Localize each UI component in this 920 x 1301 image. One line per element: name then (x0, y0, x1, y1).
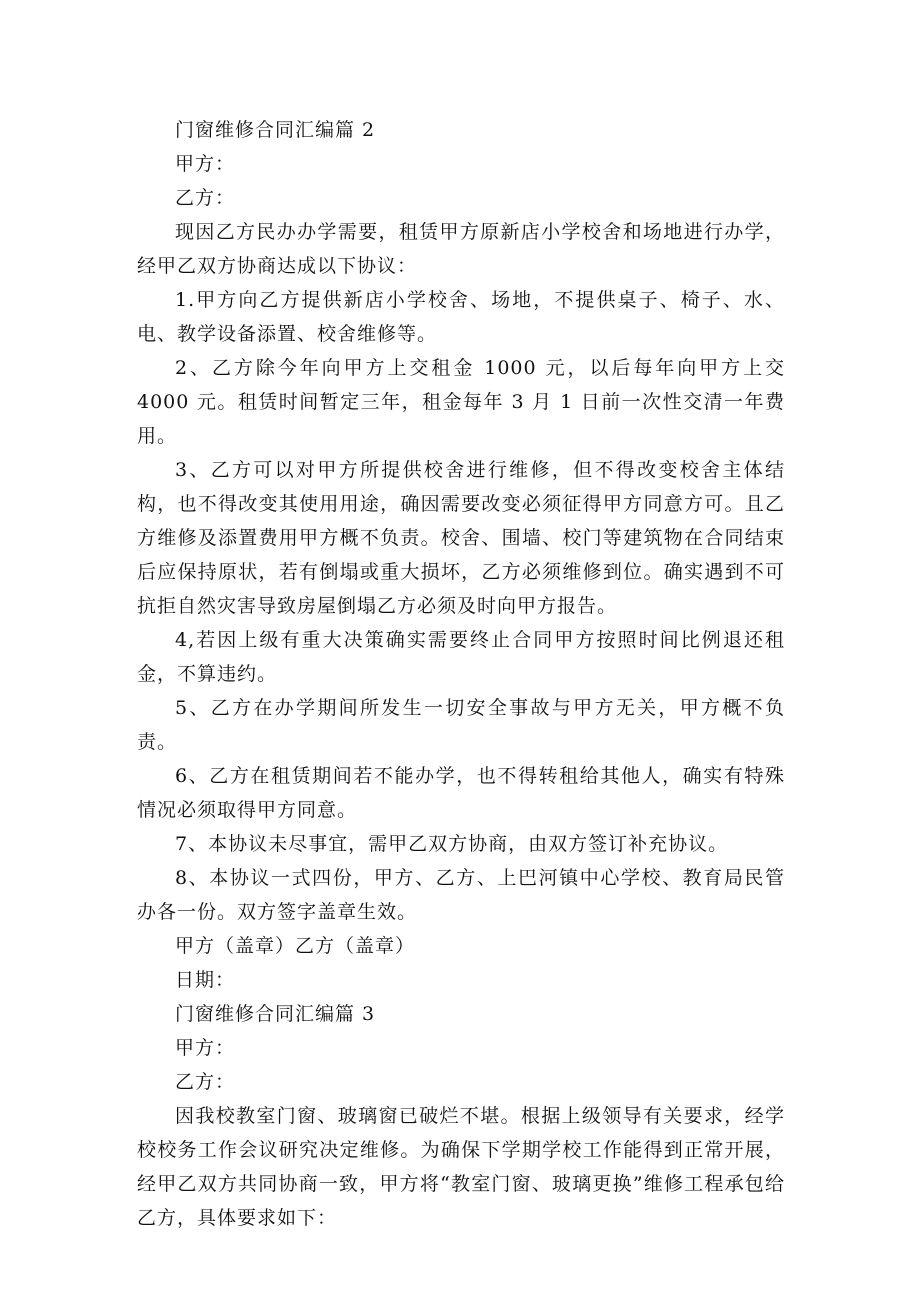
party-a-line: 甲方： (175, 153, 236, 175)
clause-7: 7、本协议未尽事宜，需甲乙双方协商，由双方签订补充协议。 (175, 833, 729, 855)
section-heading: 门窗维修合同汇编篇 2 (175, 119, 376, 141)
clause-4: 4,若因上级有重大决策确实需要终止合同甲方按照时间比例退还租金，不算违约。 (137, 629, 785, 685)
clause-3: 3、乙方可以对甲方所提供校舍进行维修，但不得改变校舍主体结构，也不得改变其使用用途，确因需要改变必须征得甲方同意方可。且乙方维修及添置费用甲方概不负责。校舍、围墙、校门等建筑物在合同结束后应保持原状，若有倒塌或重大损坏，乙方必须维修到位。确实遇到不可抗拒自然灾害导致房屋倒塌乙方必须及时向甲方报告。 (137, 459, 785, 617)
clause-8: 8、本协议一式四份，甲方、乙方、上巴河镇中心学校、教育局民管办各一份。双方签字盖章生效。 (137, 867, 785, 923)
party-b-line: 乙方： (175, 1071, 236, 1093)
clause-5: 5、乙方在办学期间所发生一切安全事故与甲方无关，甲方概不负责。 (137, 697, 785, 753)
section-heading: 门窗维修合同汇编篇 3 (175, 1003, 376, 1025)
date-line: 日期： (175, 969, 236, 991)
clause-2: 2、乙方除今年向甲方上交租金 1000 元，以后每年向甲方上交 4000 元。租赁时间暂定三年，租金每年 3 月 1 日前一次性交清一年费用。 (137, 357, 785, 447)
clause-1: 1.甲方向乙方提供新店小学校舍、场地，不提供桌子、椅子、水、电、教学设备添置、校舍维修等。 (137, 289, 785, 345)
party-a-line: 甲方： (175, 1037, 236, 1059)
intro-paragraph: 现因乙方民办办学需要，租赁甲方原新店小学校舍和场地进行办学，经甲乙双方协商达成以下协议： (137, 221, 785, 277)
clause-6: 6、乙方在租赁期间若不能办学，也不得转租给其他人，确实有特殊情况必须取得甲方同意。 (137, 765, 785, 821)
intro-paragraph: 因我校教室门窗、玻璃窗已破烂不堪。根据上级领导有关要求，经学校校务工作会议研究决定维修。为确保下学期学校工作能得到正常开展，经甲乙双方共同协商一致，甲方将“教室门窗、玻璃更换”维修工程承包给乙方，具体要求如下： (137, 1105, 785, 1229)
signature-line: 甲方（盖章）乙方（盖章） (175, 935, 416, 957)
party-b-line: 乙方： (175, 187, 236, 209)
document-body (137, 113, 785, 1235)
